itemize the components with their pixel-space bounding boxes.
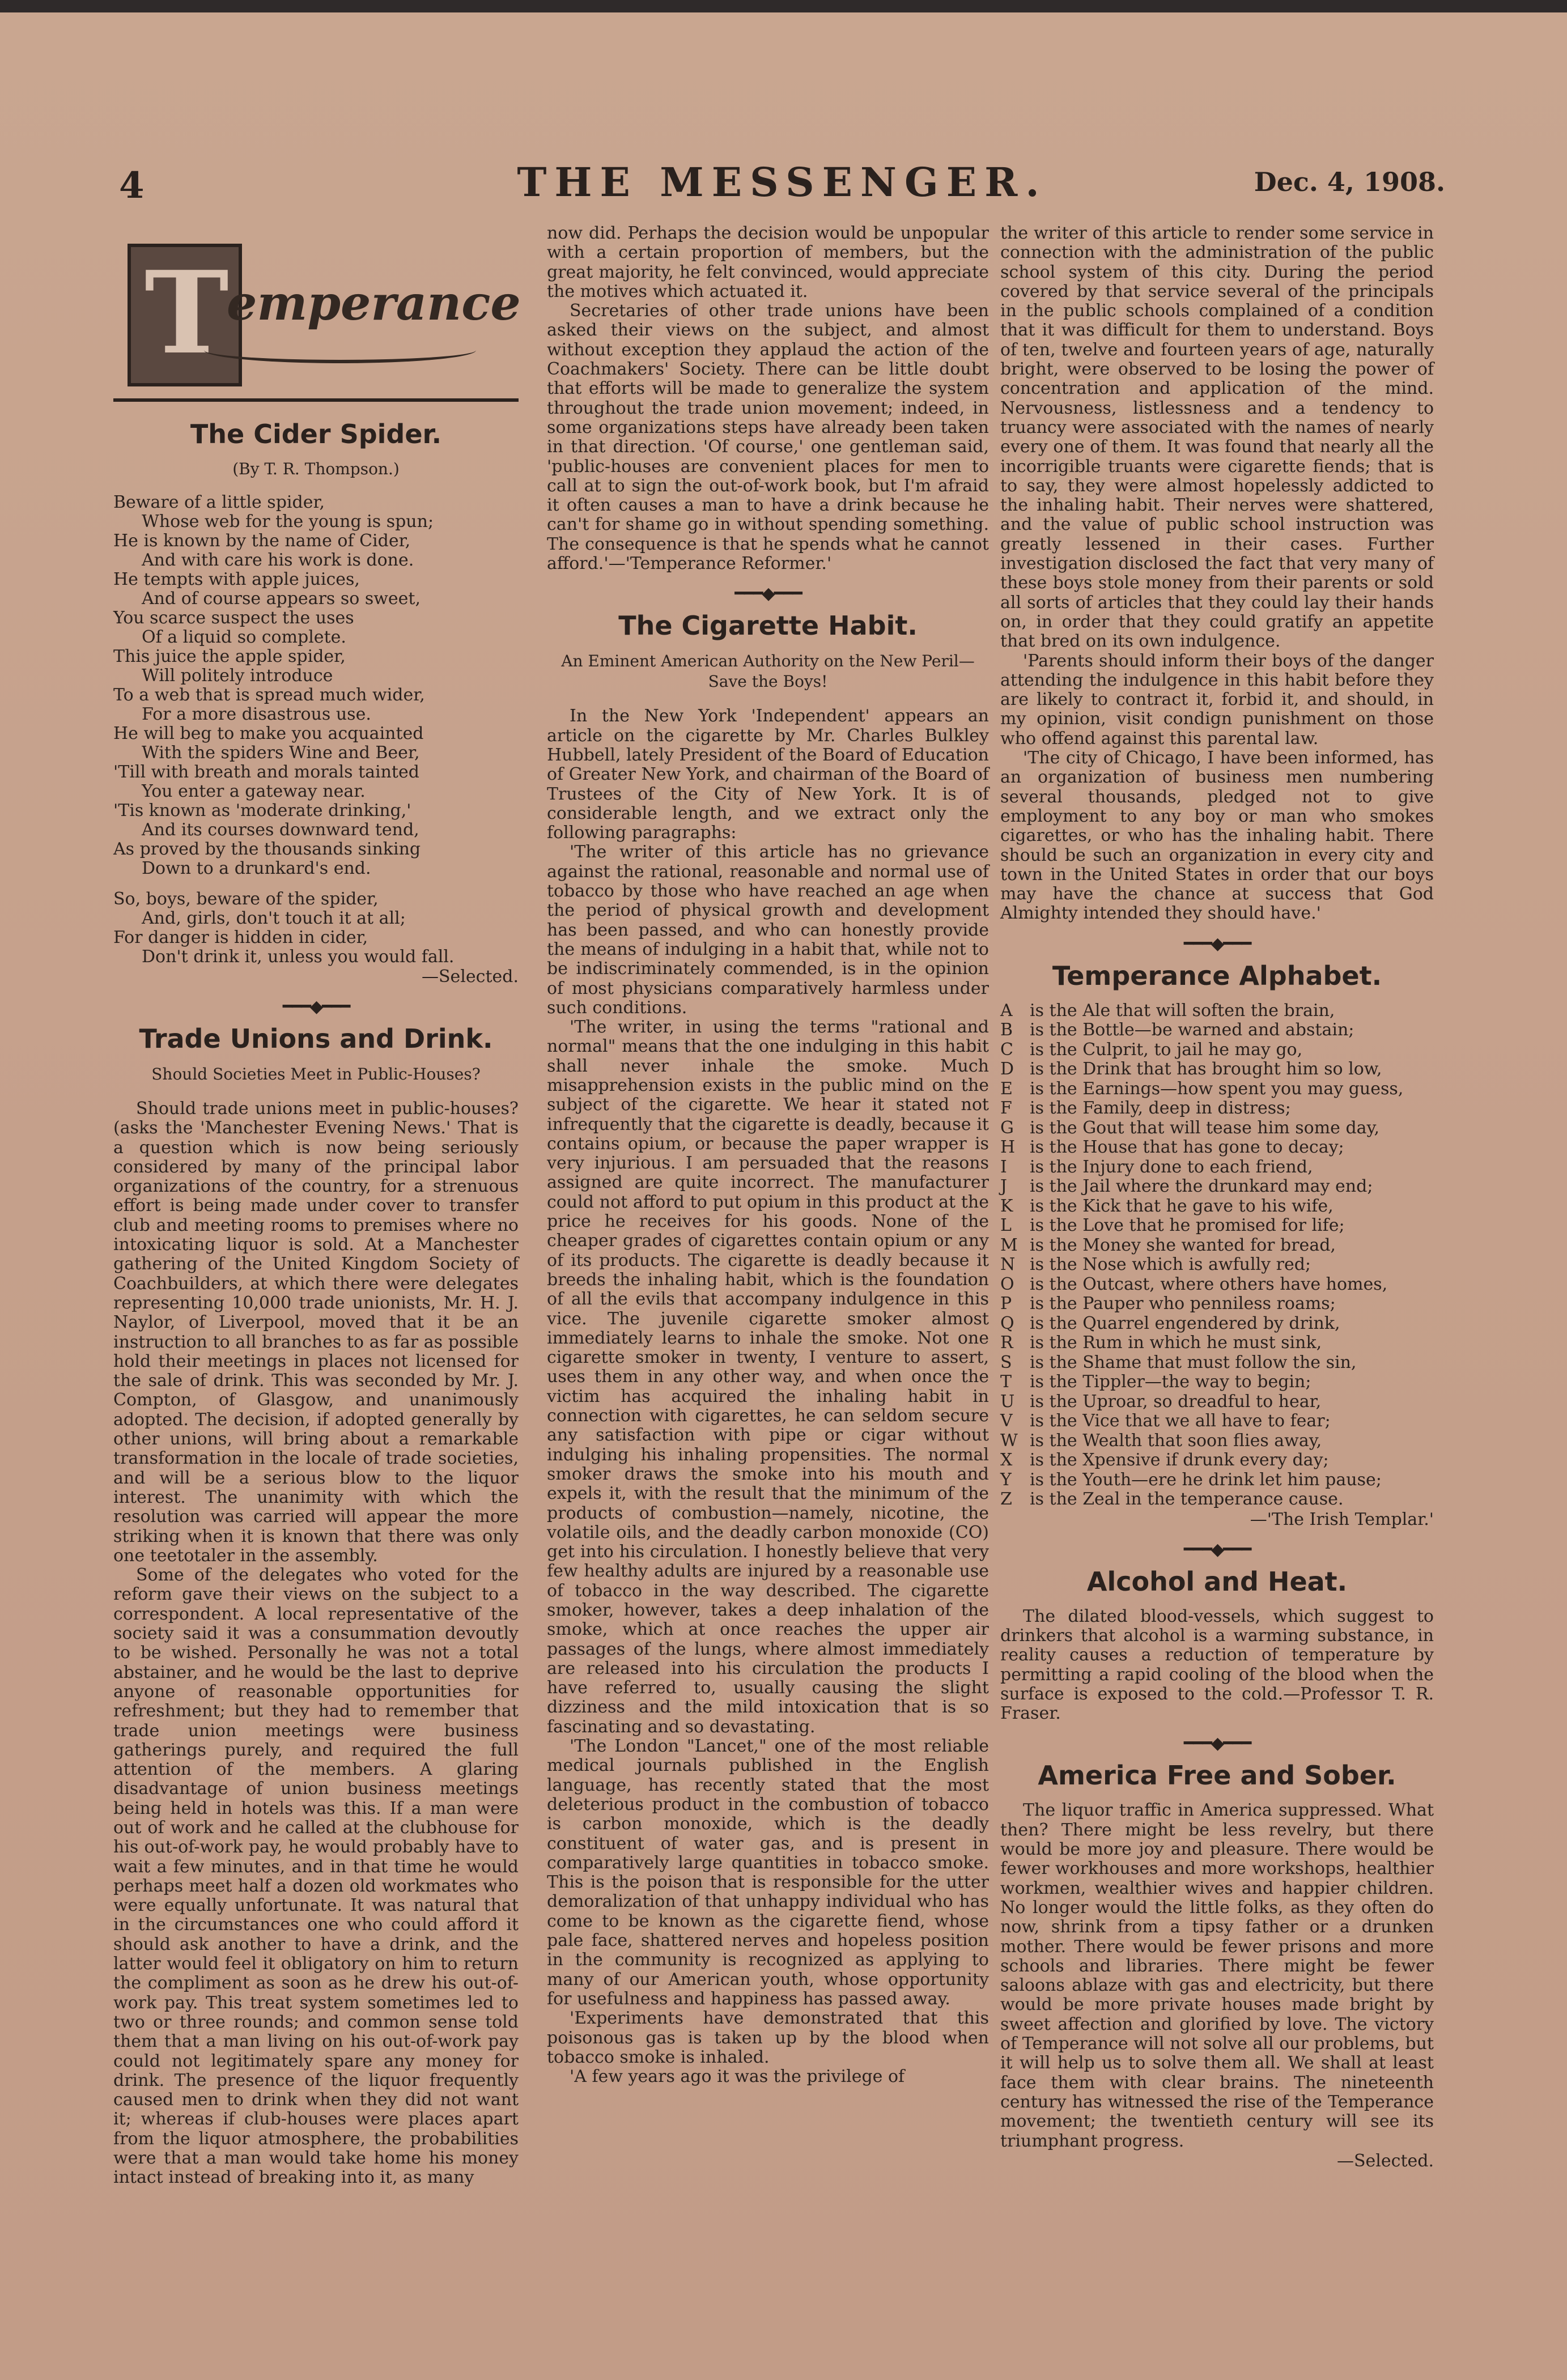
poem-line: Beware of a little spider, (113, 492, 325, 512)
alphabet-letter: G (1000, 1117, 1014, 1138)
logo-initial: T (145, 246, 229, 380)
cigarette-title: The Cigarette Habit. (618, 610, 918, 641)
america-paragraph: The liquor traffic in America suppressed. What then? There might be less revelry, but there would be more joy and pleasure. There would be fewer workhouses and more workshops, healthier workmen, wealthier wives and happier children. No longer would the little folks, as they often do now, shrink from a tipsy father or a drunken mother. There would be fewer prisons and more schools and libraries. There might be fewer saloons ablaze with gas and electricity, but there would be more private houses made bright by sweet affection and glorified by love. The victory of Temperance will not solve all our problems, but it will help us to solve them all. We shall at least face them with clear brains. The nineteenth century has witnessed the rise of the Temperance movement; the twentieth century will see its triumphant progress. (1000, 1800, 1434, 2151)
masthead: THE MESSENGER. (517, 159, 1047, 206)
page-top-edge (0, 0, 1567, 12)
alphabet-row (1000, 1275, 1434, 1295)
alphabet-row (1000, 1333, 1434, 1353)
alphabet-letter: Q (1000, 1313, 1014, 1333)
alphabet-row (1000, 1158, 1434, 1178)
alphabet-text: is the Pauper who penniless roams; (1030, 1294, 1336, 1314)
alphabet-row (1000, 1431, 1434, 1451)
poem-line: Whose web for the young is spun; (142, 512, 434, 532)
alphabet-row (1000, 1451, 1434, 1470)
alphabet-text: is the Gout that will tease him some day, (1030, 1117, 1380, 1138)
alphabet-text: is the House that has gone to decay; (1030, 1137, 1344, 1158)
alphabet-row (1000, 1372, 1434, 1392)
alphabet-text: is the Kick that he gave to his wife, (1030, 1196, 1334, 1216)
cigarette-subtitle: An Eminent American Authority on the New Peril—Save the Boys! (561, 652, 975, 691)
alphabet-letter: W (1000, 1430, 1018, 1451)
alphabet-row (1000, 1392, 1434, 1412)
alphabet-letter: H (1000, 1137, 1016, 1158)
alphabet-letter: B (1000, 1020, 1013, 1040)
alphabet-letter: I (1000, 1157, 1007, 1177)
page-number: 4 (119, 164, 145, 207)
alphabet-row (1000, 1412, 1434, 1431)
trade-unions-paragraph: Some of the delegates who voted for the reform gave their views on the subject to a correspondent. A local representative of the society said it was a consummation devoutly to be wished. Personally he was not a total abstainer, and he would be the last to deprive anyone of reasonable opportunities for refreshment; but they had to remember that trade union meetings were business gatherings purely, and required the full attention of the members. A glaring disadvantage of union business meetings being held in hotels was this. If a man were out of work and he called at the clubhouse for his out-of-work pay, he would probably have to wait a few minutes, and in that time he would perhaps meet half a dozen old workmates who were equally unfortunate. It was natural that in the circumstances one who could afford it should ask another to have a drink, and the latter would feel it obligatory on him to return the compliment as soon as he drew his out-of-work pay. This treat system sometimes led to two or three rounds; and common sense told them that a man living on his out-of-work pay could not legitimately spare any money for drink. The presence of the liquor frequently caused men to drink when they did not want it; whereas if club-houses were places apart from the liquor atmosphere, the probabilities were that a man would take home his money intact instead of breaking into it, as many (113, 1565, 519, 2188)
alphabet-row (1000, 1060, 1434, 1080)
alphabet-text: is the Family, deep in distress; (1030, 1098, 1291, 1119)
alphabet-letter: C (1000, 1039, 1013, 1060)
alphabet-text: is the Money she wanted for bread, (1030, 1235, 1336, 1255)
poem-line: Will politely introduce (142, 666, 333, 686)
alphabet-row (1000, 1197, 1434, 1217)
trade-unions-paragraph: Should trade unions meet in public-houses? (asks the 'Manchester Evening News.' That is a question which is now being seriously considered by many of the principal labor organizations of the country, for a strenuous effort is being made under cover to transfer club and meeting rooms to premises where no intoxicating liquor is sold. At a Manchester gathering of the United Kingdom Society of Coachbuilders, at which there were delegates representing 10,000 trade unionists, Mr. H. J. Naylor, of Liverpool, moved that it be an instruction to all branches to as far as possible hold their meetings in places not licensed for the sale of drink. This was seconded by Mr. J. Compton, of Glasgow, and unanimously adopted. The decision, if adopted generally by other unions, will bring about a remarkable transformation in the locale of trade societies, and will be a serious blow to the liquor interest. The unanimity with which the resolution was carried will appear the more striking when it is known that there was only one teetotaler in the assembly. (113, 1099, 519, 1566)
ornament-divider: ━━━◆━━━ (1183, 1539, 1251, 1559)
alphabet-text: is the Culprit, to jail he may go, (1030, 1039, 1303, 1060)
poem-line: This juice the apple spider, (113, 647, 346, 666)
cigarette-paragraph: 'Experiments have demonstrated that this poisonous gas is taken up by the blood when tobacco smoke is inhaled. (547, 2008, 989, 2067)
poem-line: Down to a drunkard's end. (142, 858, 371, 878)
alphabet-letter: P (1000, 1294, 1012, 1314)
poem-line: You enter a gateway near. (142, 781, 366, 801)
alphabet-letter: M (1000, 1235, 1018, 1255)
poem-line: With the spiders Wine and Beer, (142, 743, 420, 763)
cigarette-paragraph: 'The London "Lancet," one of the most reliable medical journals published in the English language, has recently stated that the most deleterious product in the combustion of tobacco is carbon monoxide, which is the deadly constituent of water gas, and is present in comparatively large quantities in tobacco smoke. This is the poison that is responsible for the utter demoralization of that unhappy individual who has come to be known as the cigarette fiend, whose pale face, shattered nerves and hopeless position in the community is recognized as applying to many of our American youth, whose opportunity for usefulness and happiness has passed away. (547, 1736, 989, 2009)
poem-line: He tempts with apple juices, (113, 570, 360, 589)
alphabet-text: is the Xpensive if drunk every day; (1030, 1450, 1329, 1470)
poem-line: For a more disastrous use. (142, 704, 371, 724)
alphabet-row (1000, 1119, 1434, 1138)
alphabet-text: is the Youth—ere he drink let him pause; (1030, 1469, 1382, 1490)
alphabet-text: is the Quarrel engendered by drink, (1030, 1313, 1340, 1333)
alphabet-letter: E (1000, 1078, 1013, 1099)
alphabet-text: is the Rum in which he must sink, (1030, 1333, 1322, 1353)
america-credit: —Selected. (1336, 2150, 1434, 2171)
alphabet-row (1000, 1490, 1434, 1510)
alphabet-text: is the Jail where the drunkard may end; (1030, 1176, 1373, 1197)
logo-word: emperance (227, 275, 521, 331)
alphabet-text: is the Wealth that soon flies away, (1030, 1430, 1322, 1451)
poem-line: And its courses downward tend, (142, 820, 419, 840)
cigarette-paragraph: 'The city of Chicago, I have been informed, has an organization of business men numbering several thousands, pledged not to give employment to any boy or man who smokes cigarettes, or who has the inhaling habit. There should be such an organization in every city and town in the United States in order that our boys may have the chance at success that God Almighty intended they should have.' (1000, 748, 1434, 924)
poem-stanza-2 (113, 890, 519, 967)
alphabet-row (1000, 1138, 1434, 1158)
alphabet-row (1000, 1216, 1434, 1236)
ornament-divider: ━━━◆━━━ (1183, 933, 1251, 954)
alphabet-text: is the Vice that we all have to fear; (1030, 1411, 1331, 1431)
alphabet-letter: V (1000, 1411, 1013, 1431)
poem-line: So, boys, beware of the spider, (113, 889, 379, 909)
alphabet-letter: Y (1000, 1469, 1012, 1490)
column-2 (547, 224, 989, 2086)
alphabet-letter: K (1000, 1196, 1013, 1216)
alphabet-letter: Z (1000, 1489, 1012, 1510)
poem-line: And, girls, don't touch it at all; (142, 908, 406, 928)
alphabet-row (1000, 1177, 1434, 1197)
poem-line: As proved by the thousands sinking (113, 839, 421, 859)
alphabet-text: is the Zeal in the temperance cause. (1030, 1489, 1344, 1510)
alphabet-letter: X (1000, 1450, 1013, 1470)
cigarette-paragraph: 'The writer, in using the terms "rational and normal" means that the one indulging in this habit shall never inhale the smoke. Much misapprehension exists in the public mind on the subject of the cigarette. We hear it stated not infrequently that the cigarette is deadly, because it contains opium, or because the paper wrapper is very injurious. I am persuaded that the reasons assigned are quite incorrect. The manufacturer could not afford to put opium in this product at the price he receives for his goods. None of the cheaper grades of cigarettes contain opium or any of its products. The cigarette is deadly because it breeds the inhaling habit, which is the foundation of all the evils that accompany indulgence in this vice. The juvenile cigarette smoker almost immediately learns to inhale the smoke. Not one cigarette smoker in twenty, I venture to assert, uses them in any other way, and when once the victim has acquired the inhaling habit in connection with cigarettes, he can seldom secure any satisfaction with pipe or cigar without indulging his inhaling propensities. The normal smoker draws the smoke into his mouth and expels it, with the result that the minimum of the products of combustion—namely, nicotine, the volatile oils, and the deadly carbon monoxide (CO) get into his circulation. I honestly believe that very few healthy adults are injured by a reasonable use of tobacco in the way described. The cigarette smoker, however, takes a deep inhalation of the smoke, which at once reaches the upper air passages of the lungs, where almost immediately are released into his circulation the products I have referred to, usually causing the slight dizziness and the mild intoxication that is so fascinating and so devastating. (547, 1017, 989, 1737)
poem-line: 'Till with breath and morals tainted (113, 762, 419, 782)
poem-line: And of course appears so sweet, (142, 589, 421, 609)
cigarette-paragraph: In the New York 'Independent' appears an article on the cigarette by Mr. Charles Bulkley Hubbell, lately President of the Board of Education of Greater New York, and chairman of the Board of Trustees of the City of New York. It is of considerable length, and we extract only the following paragraphs: (547, 706, 989, 843)
alphabet-text: is the Ale that will soften the brain, (1030, 1000, 1335, 1021)
alphabet-row (1000, 1236, 1434, 1256)
issue-date: Dec. 4, 1908. (1254, 167, 1445, 197)
cider-spider-credit: —Selected. (421, 967, 519, 987)
cider-spider-title: The Cider Spider. (190, 419, 442, 449)
alphabet-row (1000, 1470, 1434, 1490)
poem-line: For danger is hidden in cider, (113, 928, 368, 947)
column-3 (1000, 224, 1434, 2171)
poem-line: He will beg to make you acquainted (113, 724, 424, 743)
trade-unions-subtitle: Should Societies Meet in Public-Houses? (151, 1065, 481, 1083)
alphabet-credit: —'The Irish Templar.' (1250, 1509, 1434, 1529)
alphabet-letter: O (1000, 1274, 1014, 1294)
cigarette-paragraph: 'A few years ago it was the privilege of (570, 2067, 905, 2087)
trade-unions-paragraph: Secretaries of other trade unions have been asked their views on the subject, and almost without exception they applaud the action of the Coachmakers' Society. There can be little doubt that efforts will be made to generalize the system throughout the trade union movement; indeed, in some organizations steps have already been taken in that direction. 'Of course,' one gentleman said, 'public-houses are convenient places for men to call at to sign the out-of-work book, but I'm afraid it often causes a man to have a drink because he can't for shame go in without spending something. The consequence is that he spends what he cannot afford.'—'Temperance Reformer.' (547, 301, 989, 574)
poem-line: Of a liquid so complete. (142, 627, 346, 647)
alphabet-text: is the Injury done to each friend, (1030, 1157, 1313, 1177)
alphabet-text: is the Uproar, so dreadful to hear, (1030, 1391, 1322, 1412)
cider-spider-byline: (By T. R. Thompson.) (232, 460, 400, 478)
page-header (119, 159, 1445, 210)
ornament-divider: ━━━◆━━━ (1183, 1733, 1251, 1754)
alphabet-letter: J (1000, 1176, 1008, 1197)
alphabet-text: is the Nose which is awfully red; (1030, 1255, 1311, 1275)
alcohol-heat-title: Alcohol and Heat. (1086, 1566, 1348, 1597)
alphabet-text: is the Tippler—the way to begin; (1030, 1372, 1311, 1392)
cider-spider-poem (113, 493, 519, 967)
alphabet-letter: U (1000, 1391, 1015, 1412)
alphabet-text: is the Shame that must follow the sin, (1030, 1352, 1357, 1372)
temperance-alphabet (1000, 1001, 1434, 1510)
america-title: America Free and Sober. (1038, 1760, 1396, 1791)
poem-line: To a web that is spread much wider, (113, 685, 425, 705)
alphabet-text: is the Outcast, where others have homes, (1030, 1274, 1388, 1294)
poem-line: Don't drink it, unless you would fall. (142, 947, 455, 967)
alphabet-row (1000, 1314, 1434, 1334)
alphabet-letter: T (1000, 1372, 1012, 1392)
alphabet-letter: R (1000, 1333, 1013, 1353)
alphabet-letter: F (1000, 1098, 1012, 1119)
alphabet-row (1000, 1294, 1434, 1314)
cigarette-paragraph: 'Parents should inform their boys of the danger attending the indulgence in this habit before they are likely to contract it, forbid it, and should, in my opinion, visit condign punishment on those who offend against this parental law. (1000, 651, 1434, 749)
alphabet-letter: D (1000, 1059, 1014, 1080)
column-1 (113, 224, 519, 2188)
trade-unions-paragraph: now did. Perhaps the decision would be unpopular with a certain proportion of members, but the great majority, he felt convinced, would appreciate the motives which actuated it. (547, 223, 989, 301)
alphabet-row (1000, 1021, 1434, 1040)
poem-line: 'Tis known as 'moderate drinking,' (113, 801, 411, 821)
alphabet-text: is the Drink that has brought him so low, (1030, 1059, 1382, 1080)
alphabet-letter: S (1000, 1352, 1012, 1372)
poem-line: And with care his work is done. (142, 550, 414, 570)
section-rule (113, 398, 519, 402)
alphabet-row (1000, 1255, 1434, 1275)
alphabet-letter: N (1000, 1255, 1016, 1275)
poem-line: He is known by the name of Cider, (113, 531, 411, 551)
alphabet-text: is the Bottle—be warned and abstain; (1030, 1020, 1354, 1040)
temperance-logo (113, 224, 519, 394)
alphabet-row (1000, 1040, 1434, 1060)
alphabet-row (1000, 1080, 1434, 1099)
poem-line: You scarce suspect the uses (113, 608, 354, 628)
alphabet-row (1000, 1001, 1434, 1021)
ornament-divider: ━━━◆━━━ (734, 584, 801, 604)
alphabet-text: is the Love that he promised for life; (1030, 1216, 1345, 1236)
cigarette-paragraph: the writer of this article to render some service in connection with the administration of the public school system of this city. During the period covered by that service several of the principals in the public schools complained of a condition that it was difficult for them to understand. Boys of ten, twelve and fourteen years of age, naturally bright, were observed to be losing the power of concentration and application of the mind. Nervousness, listlessness and a tendency to truancy were associated with the names of nearly every one of them. It was found that nearly all the incorrigible truants were cigarette fiends; that is to say, they were almost hopelessly addicted to the inhaling habit. Their nerves were shattered, and the value of public school instruction was greatly lessened in their cases. Further investigation disclosed the fact that very many of these boys stole money from their parents or sold all sorts of articles that they could lay their hands on, in order that they could gratify an appetite that bred on its own indulgence. (1000, 223, 1434, 652)
alphabet-text: is the Earnings—how spent you may guess, (1030, 1078, 1404, 1099)
alphabet-letter: L (1000, 1216, 1012, 1236)
logo-flourish (204, 337, 476, 363)
ornament-divider: ━━━◆━━━ (282, 997, 350, 1017)
alphabet-title: Temperance Alphabet. (1052, 960, 1382, 991)
alphabet-row (1000, 1353, 1434, 1373)
alcohol-heat-paragraph: The dilated blood-vessels, which suggest to drinkers that alcohol is a warming substance, in reality causes a reduction of temperature by permitting a rapid cooling of the blood when the surface is exposed to the cold.—Professor T. R. Fraser. (1000, 1606, 1434, 1724)
alphabet-letter: A (1000, 1000, 1013, 1021)
trade-unions-title: Trade Unions and Drink. (139, 1023, 493, 1054)
cigarette-paragraph: 'The writer of this article has no grievance against the rational, reasonable and normal use of tobacco by those who have reached an age when the period of physical growth and development has been passed, and who can honestly provide the means of indulging in a habit that, while not to be indiscriminately commended, is in the opinion of most physicians comparatively harmless under such conditions. (547, 842, 989, 1018)
poem-stanza-1 (113, 493, 519, 878)
alphabet-row (1000, 1099, 1434, 1119)
